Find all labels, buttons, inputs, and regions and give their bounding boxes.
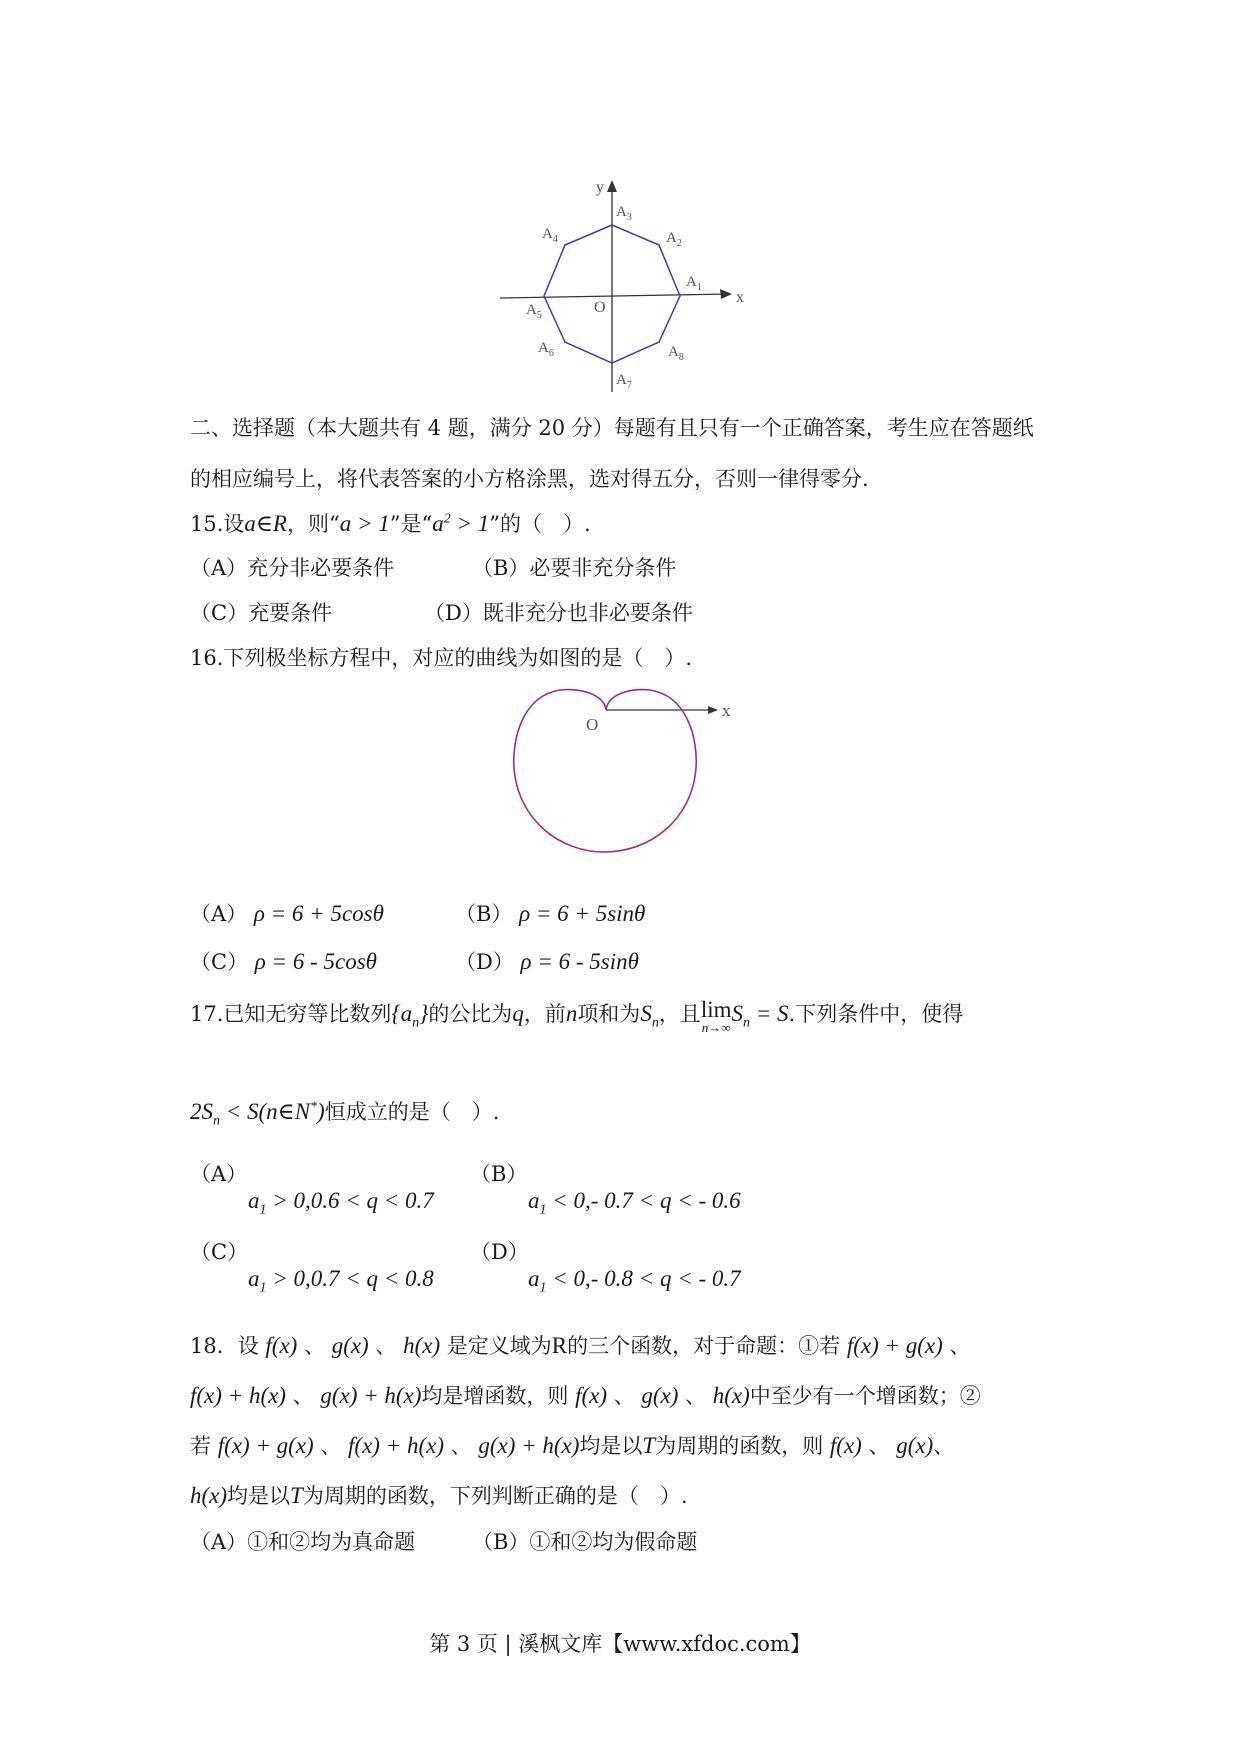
q15-option-b[interactable]: （B）必要非充分条件 (472, 556, 677, 580)
q15-a-gt-1: a > 1 (339, 511, 390, 536)
question-18-line2: f(x) + h(x) 、 g(x) + h(x)均是增函数，则 f(x) 、 g(x) 、 h(x)中至少有一个增函数；② (190, 1383, 981, 1408)
cardioid-curve (514, 690, 696, 852)
q15-condition: a∈R (244, 511, 287, 536)
vertex-label-a4: $A_4$ (542, 226, 558, 245)
y-axis-arrow (607, 180, 617, 192)
q17-option-d[interactable]: （D） $a_1 < 0,-$ 0.8 < q < - 0.7 (470, 1240, 741, 1296)
question-15-stem (190, 508, 591, 538)
vertex-label-a2: $A_2$ (666, 230, 682, 249)
q15-a-squared: $a^2 > 1$ (432, 511, 490, 536)
y-axis-label: y (596, 179, 604, 196)
q17-limit: lim n→∞ (700, 997, 732, 1035)
q15-option-a[interactable]: （A）充分非必要条件 (190, 556, 395, 580)
q15-mid1: ，则“ (286, 512, 340, 536)
question-18-line4: h(x)均是以T为周期的函数，下列判断正确的是（ ）. (190, 1483, 688, 1508)
x-axis-arrow (720, 289, 732, 299)
vertex-label-a3: $A_3$ (616, 204, 632, 223)
q16-option-c[interactable]: （C） ρ = 6 - 5cosθ (190, 949, 377, 974)
page-footer: 第 3 页 | 溪枫文库【www.xfdoc.com】 (429, 1632, 811, 1656)
cardioid-figure (500, 680, 750, 860)
q17-option-b[interactable]: （B） $a_1 < 0,-$ 0.7 < q < - 0.6 (470, 1162, 741, 1218)
cardioid-origin-label: O (586, 715, 599, 734)
q18-option-b[interactable]: （B）①和②均为假命题 (472, 1530, 698, 1554)
vertex-label-a7: $A_7$ (616, 372, 632, 391)
q16-option-b[interactable]: （B） ρ = 6 + 5sinθ (455, 901, 646, 926)
question-16-stem: 16.下列极坐标方程中，对应的曲线为如图的是（ ）. (190, 646, 693, 670)
octagon-figure (490, 172, 760, 402)
origin-label: O (594, 299, 606, 316)
section-instructions-line1: 二、选择题（本大题共有 4 题，满分 20 分）每题有且只有一个正确答案，考生应在答题纸 (190, 416, 1034, 440)
x-axis (500, 294, 730, 298)
q17-option-c[interactable]: （C） $a_1 > 0,0.7 < q < 0.8$ (190, 1240, 434, 1296)
q15-suffix: ”的（ ）. (489, 512, 591, 536)
question-18-line1: 18．设 f(x) 、 g(x) 、 h(x) 是定义域为R的三个函数，对于命题：①若 f(x) + g(x) 、 (190, 1333, 971, 1358)
question-17-stem-line1: 17.已知无穷等比数列$\{a_n\}$的公比为q，前n项和为$S_n$，且 lim n→∞ $S_n = S$.下列条件中，使得 (190, 997, 964, 1035)
q17-partial-sum: $S_n$ (640, 1001, 659, 1031)
question-18-line3: 若 f(x) + g(x) 、 f(x) + h(x) 、 g(x) + h(x)均是以T为周期的函数，则 f(x) 、 g(x)、 (190, 1433, 955, 1458)
polar-axis-arrow (708, 706, 718, 714)
q15-option-d[interactable]: （D）既非充分也非必要条件 (424, 601, 693, 625)
cardioid-axis-label: x (722, 701, 731, 720)
question-17-stem-line2: $2S_n$ < S(n∈N*)恒成立的是（ ）. (190, 1099, 500, 1129)
vertex-label-a5: $A_5$ (526, 302, 542, 321)
vertex-label-a1: $A_1$ (686, 274, 702, 293)
q16-option-d[interactable]: （D） ρ = 6 - 5sinθ (455, 949, 639, 974)
q15-option-c[interactable]: （C）充要条件 (190, 601, 333, 625)
q17-sequence: $\{a_n\}$ (391, 1001, 429, 1031)
x-axis-label: x (736, 289, 744, 306)
q15-prefix: 15.设 (190, 512, 245, 536)
q18-option-a[interactable]: （A）①和②均为真命题 (190, 1530, 416, 1554)
q15-mid2: ”是“ (389, 512, 433, 536)
q16-option-a[interactable]: （A） ρ = 6 + 5cosθ (190, 901, 384, 926)
q17-inequality: $2S_n$ < S(n∈N*) (190, 1099, 325, 1129)
section-instructions-line2: 的相应编号上，将代表答案的小方格涂黑，选对得五分，否则一律得零分. (190, 467, 869, 491)
vertex-label-a8: $A_8$ (668, 344, 684, 363)
vertex-label-a6: $A_6$ (538, 340, 554, 359)
q17-option-a[interactable]: （A） $a_1 > 0,0.6 < q < 0.7$ (190, 1162, 434, 1218)
